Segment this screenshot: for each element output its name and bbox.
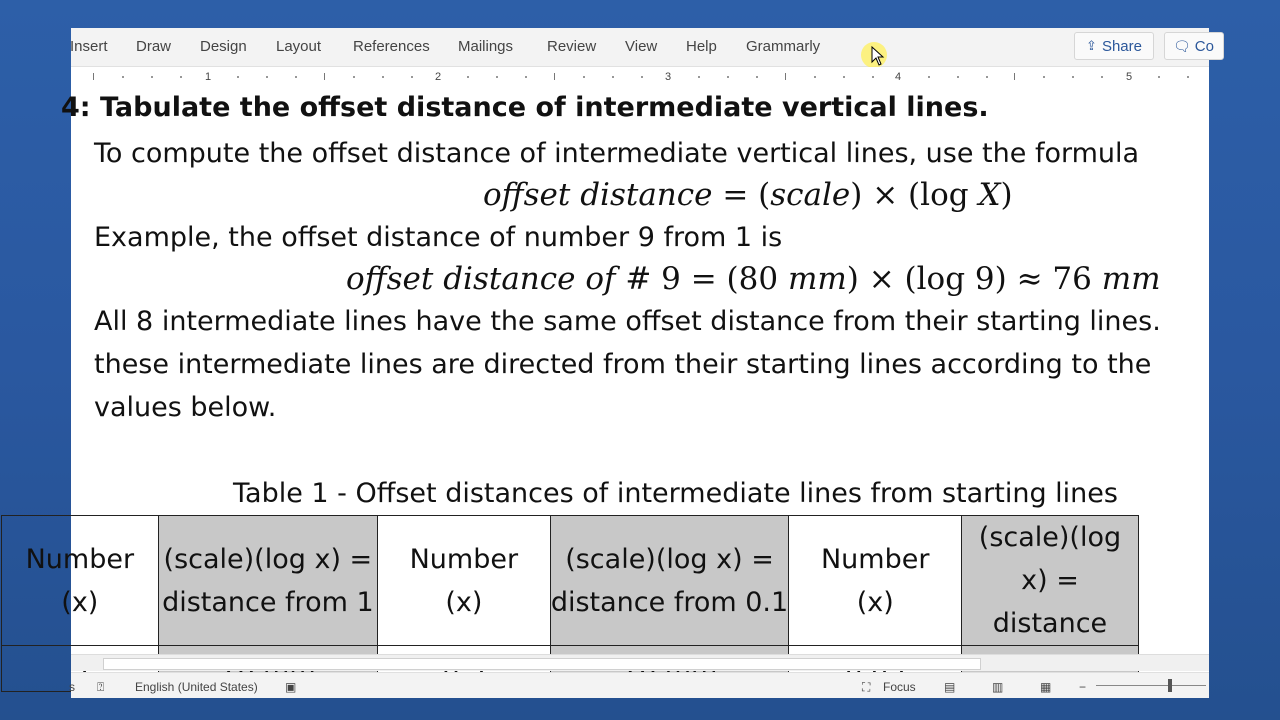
ruler-tick — [872, 76, 874, 78]
header-line: Number — [409, 543, 519, 575]
ruler-tick — [957, 76, 959, 78]
tab-insert[interactable]: Insert — [70, 38, 108, 55]
ruler-tick — [525, 76, 527, 78]
ruler-mark — [554, 73, 555, 80]
header-number-x — [789, 516, 961, 646]
ruler-tick — [467, 76, 469, 78]
ruler-tick — [698, 76, 700, 78]
tab-view[interactable]: View — [625, 38, 658, 55]
status-bar — [71, 672, 1209, 698]
ruler-mark — [1014, 73, 1015, 80]
ruler-tick — [814, 76, 816, 78]
ruler-number: 1 — [205, 71, 212, 83]
share-icon: ⇪ — [1086, 38, 1097, 53]
header-line: (x) — [61, 586, 99, 618]
ruler-tick — [295, 76, 297, 78]
paragraph-line: these intermediate lines are directed from their starting lines according to the — [94, 349, 1152, 380]
share-label: Share — [1101, 37, 1142, 55]
ruler-number: 5 — [1126, 71, 1133, 83]
ruler-tick — [237, 76, 239, 78]
zoom-slider-handle[interactable] — [1168, 679, 1172, 692]
header-line: distance from 0.1 — [550, 586, 789, 618]
header-number-x — [378, 516, 550, 646]
web-layout-icon[interactable]: ▦ — [1040, 680, 1052, 694]
header-distance — [961, 516, 1138, 646]
paragraph-line: values below. — [94, 392, 277, 423]
ruler-tick — [122, 76, 124, 78]
header-line: (scale)(log x) = — [978, 522, 1122, 596]
accessibility-icon[interactable]: ▣ — [285, 680, 297, 694]
status-stats-icon[interactable]: s — [69, 680, 75, 694]
ruler-number: 3 — [665, 71, 672, 83]
header-line: distance — [992, 608, 1108, 639]
ruler-tick — [496, 76, 498, 78]
header-line: Number — [25, 543, 135, 575]
header-number-x — [2, 516, 159, 646]
ruler-tick — [382, 76, 384, 78]
horizontal-scrollbar[interactable] — [71, 654, 1209, 671]
mouse-pointer-icon — [871, 46, 885, 66]
table-header-row — [2, 516, 1139, 646]
table-caption: Table 1 - Offset distances of intermediate lines from starting lines — [233, 478, 1118, 509]
scrollbar-thumb[interactable] — [103, 658, 981, 670]
tab-layout[interactable]: Layout — [276, 38, 322, 55]
ruler-tick — [180, 76, 182, 78]
ruler-tick — [266, 76, 268, 78]
ruler-tick — [727, 76, 729, 78]
ruler-tick — [411, 76, 413, 78]
paragraph-line: Example, the offset distance of number 9 from 1 is — [94, 222, 783, 253]
focus-button[interactable]: Focus — [883, 680, 916, 694]
header-line: (x) — [856, 586, 894, 618]
ruler-tick — [928, 76, 930, 78]
ruler-mark — [785, 73, 786, 80]
ruler-tick — [583, 76, 585, 78]
proofing-icon[interactable]: ⍰ — [97, 680, 105, 694]
header-line: (x) — [445, 586, 483, 618]
focus-icon[interactable]: ⛶ — [862, 680, 871, 694]
share-button[interactable] — [1074, 32, 1154, 60]
ruler-mark — [324, 73, 325, 80]
ruler-tick — [986, 76, 988, 78]
paragraph-line: To compute the offset distance of intermediate vertical lines, use the formula — [94, 138, 1140, 169]
zoom-slider[interactable] — [1096, 685, 1206, 686]
ribbon-tabs-bar — [70, 28, 1214, 67]
document-page[interactable] — [25, 89, 1209, 654]
zoom-out-icon[interactable]: − — [1079, 680, 1087, 694]
ruler-tick — [756, 76, 758, 78]
ruler-number: 2 — [435, 71, 442, 83]
paragraph-line: All 8 intermediate lines have the same offset distance from their starting lines. — [94, 306, 1161, 337]
header-distance-from-0-1 — [550, 516, 789, 646]
ruler-tick — [612, 76, 614, 78]
tab-review[interactable]: Review — [547, 38, 597, 55]
ruler-tick — [843, 76, 845, 78]
comments-button[interactable] — [1164, 32, 1224, 60]
tab-draw[interactable]: Draw — [136, 38, 172, 55]
ruler-tick — [1043, 76, 1045, 78]
tab-help[interactable]: Help — [686, 38, 717, 55]
ruler-tick — [1158, 76, 1160, 78]
tab-grammarly[interactable]: Grammarly — [746, 38, 821, 55]
formula-example: offset distance of # 9 = (80 mm) × (log 9) ≈ 76 mm — [346, 261, 1161, 297]
word-window — [25, 28, 1214, 697]
ruler-tick — [151, 76, 153, 78]
header-line: (scale)(log x) = — [565, 543, 774, 575]
read-mode-icon[interactable]: ▤ — [944, 680, 956, 694]
section-heading: 4: Tabulate the offset distance of intermediate vertical lines. — [61, 92, 989, 123]
comment-icon: 🗨 — [1173, 37, 1191, 54]
tab-mailings[interactable]: Mailings — [458, 38, 514, 55]
ruler-number: 4 — [895, 71, 902, 83]
comments-label: Co — [1194, 37, 1214, 55]
header-distance-from-1 — [158, 516, 377, 646]
header-line: distance from 1 — [162, 586, 374, 618]
header-line: (scale)(log x) = — [163, 543, 373, 575]
ruler-mark — [93, 73, 94, 80]
language-indicator[interactable]: English (United States) — [135, 680, 258, 694]
ruler-tick — [641, 76, 643, 78]
tab-references[interactable]: References — [353, 38, 430, 55]
formula-offset-distance: offset distance = (scale) × (log X) — [483, 177, 1013, 213]
ruler-tick — [1072, 76, 1074, 78]
print-layout-icon[interactable]: ▥ — [992, 680, 1004, 694]
ruler-tick — [1187, 76, 1189, 78]
horizontal-ruler[interactable] — [71, 67, 1209, 90]
ruler-tick — [1101, 76, 1103, 78]
ruler-tick — [353, 76, 355, 78]
tab-design[interactable]: Design — [200, 38, 247, 55]
header-line: Number — [820, 543, 930, 575]
